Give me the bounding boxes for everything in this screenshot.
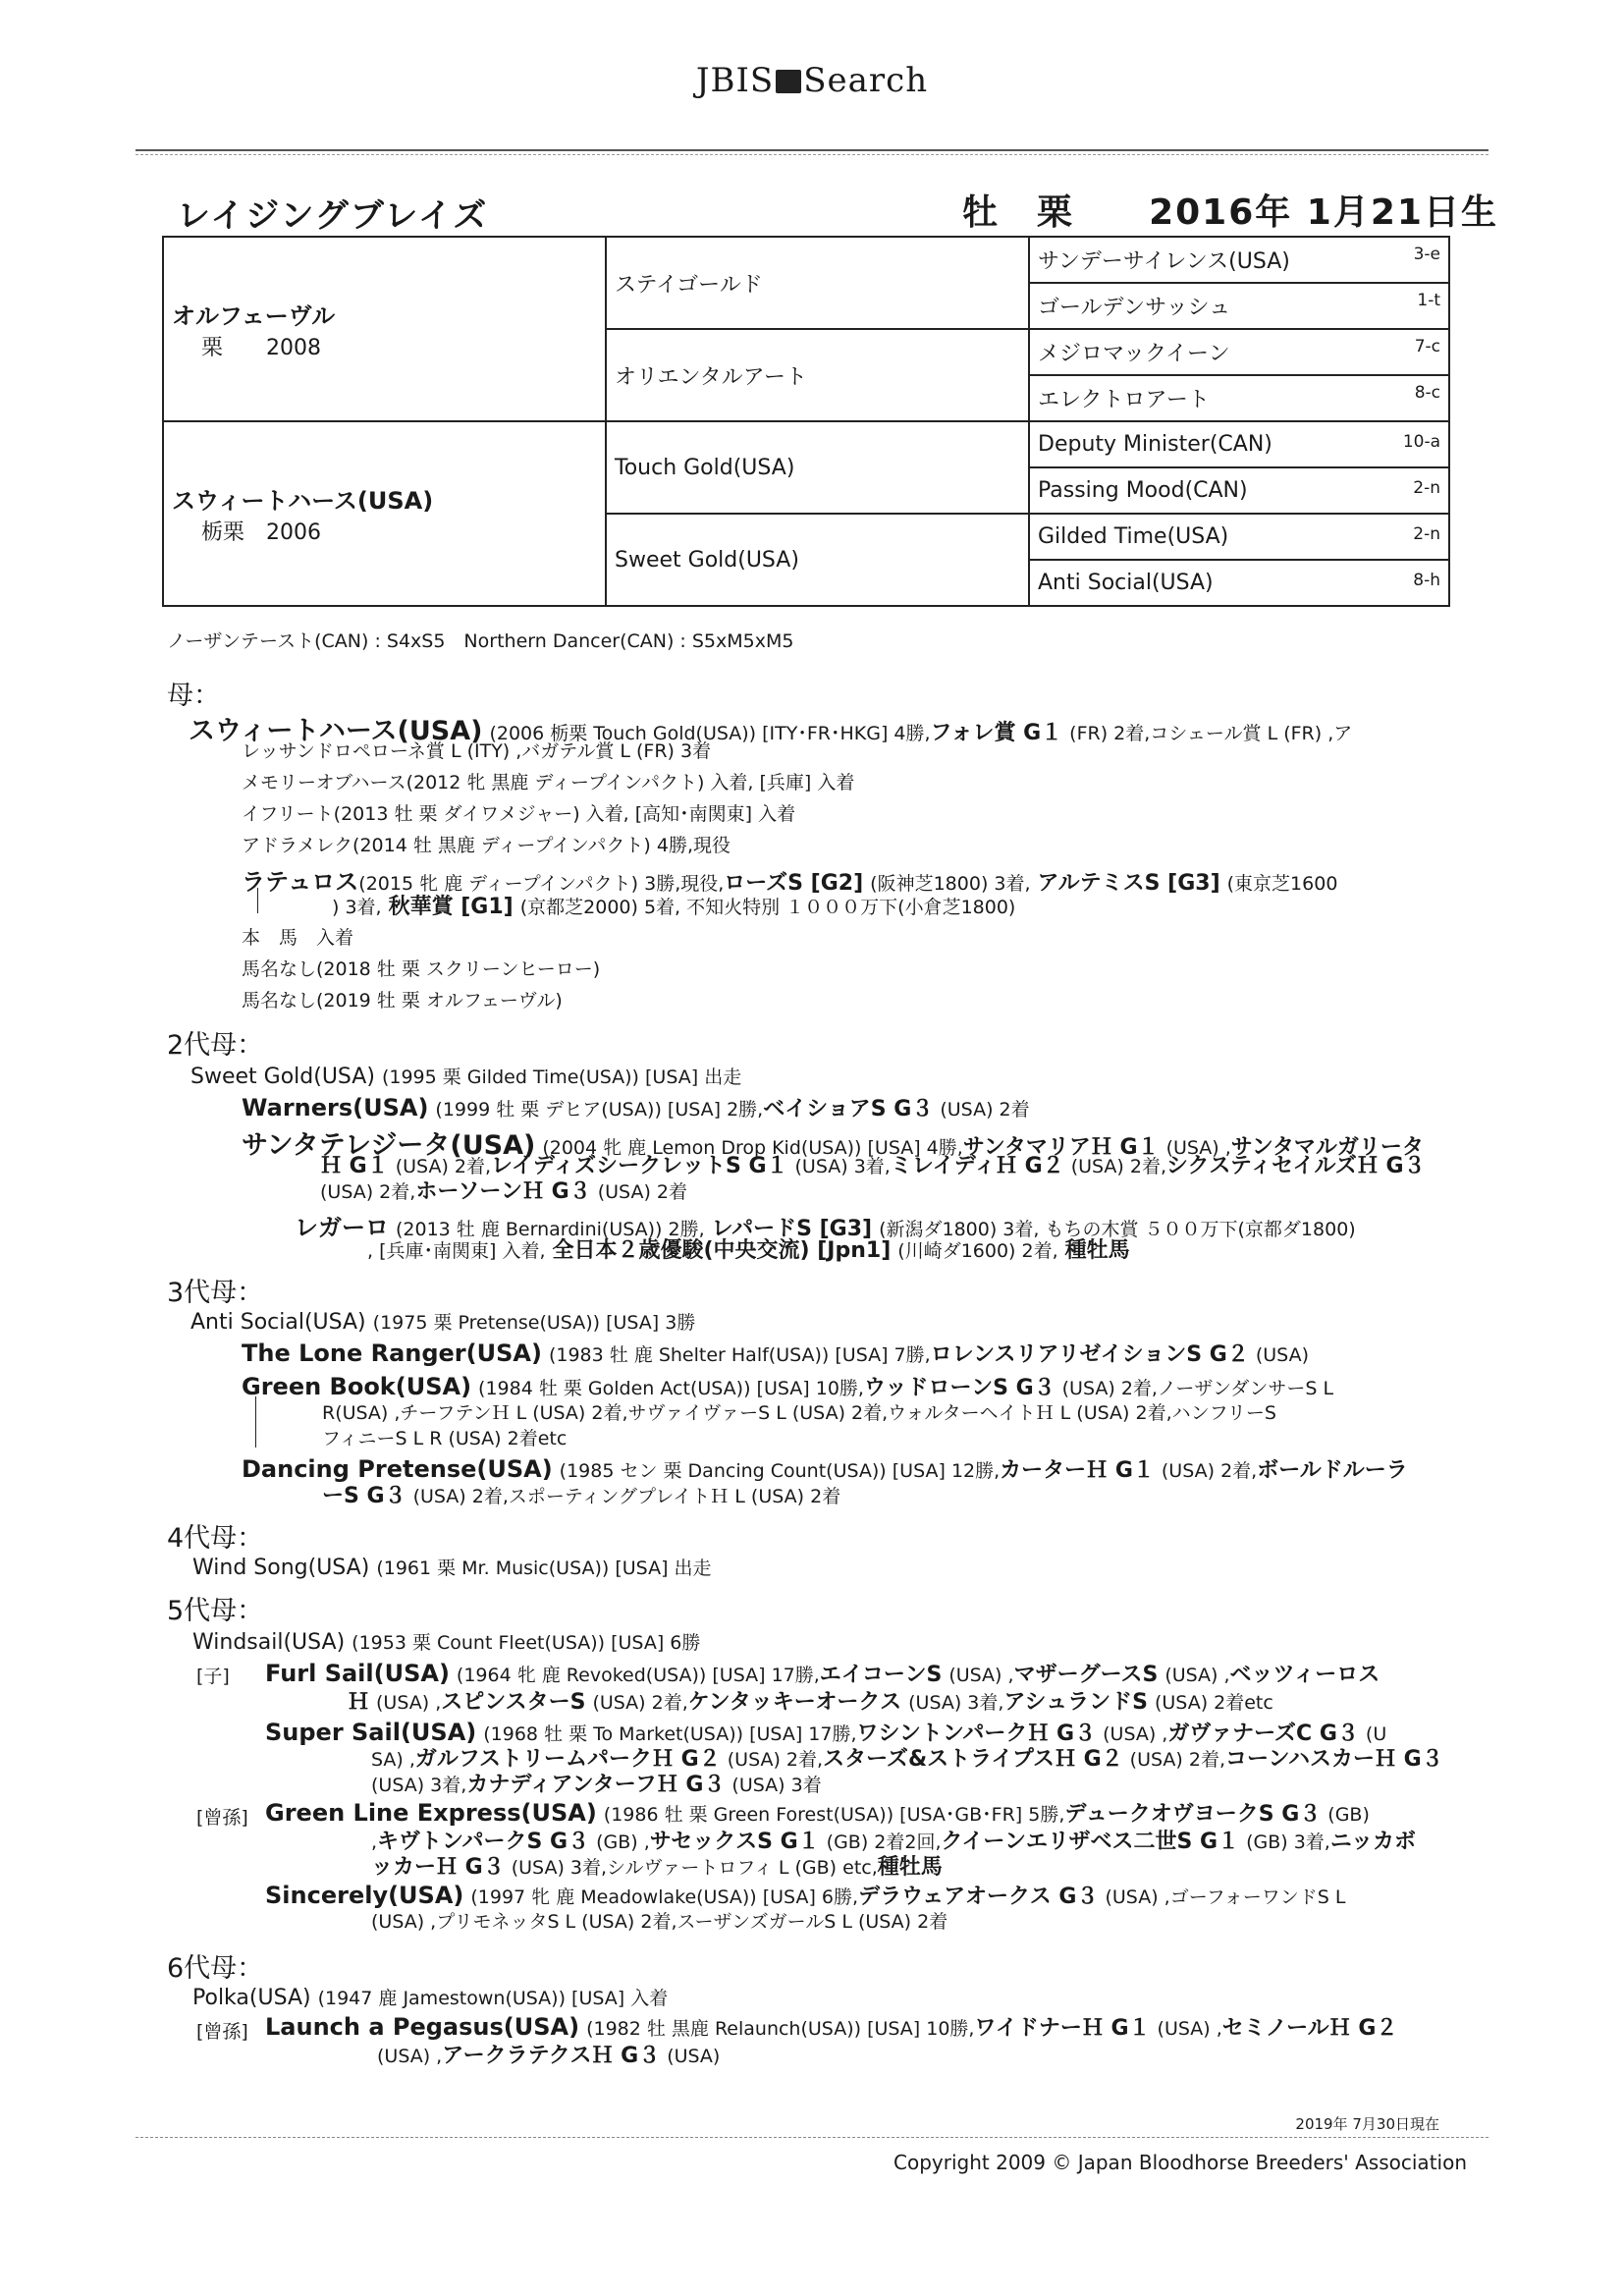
g3-main: Anti Social(USA) (1975 栗 Pretense(USA)) [USA] 3勝 (190, 1310, 696, 1335)
dam-progeny-5: 本 馬 入着 (242, 927, 354, 949)
g5-tag-child: [子] (196, 1666, 230, 1687)
section-g6: 6代母： (167, 1953, 264, 1984)
pedigree-dam-dam: Sweet Gold(USA) (606, 514, 1029, 606)
g5-progeny-3-line2: ,キヴトンパークS G３ (GB) ,サセックスS G１ (GB) 2着2回,クイーンエリザベス二世S G１ (GB) 3着,ニッカボ (371, 1830, 1416, 1854)
g5-main: Windsail(USA) (1953 栗 Count Fleet(USA)) [USA] 6勝 (192, 1630, 701, 1655)
g4-main: Wind Song(USA) (1961 栗 Mr. Music(USA)) [USA] 出走 (192, 1556, 712, 1580)
g3-progeny-2-line2: R(USA) ,チーフテンＨ L (USA) 2着,サヴァイヴァーS L (USA) 2着,ウォルターヘイトＨ L (USA) 2着,ハンフリーS (322, 1402, 1276, 1424)
dam-progeny-7: 馬名なし(2019 牡 栗 オルフェーヴル) (242, 990, 563, 1011)
section-g5: 5代母： (167, 1596, 264, 1626)
sire-name: オルフェーヴル (172, 302, 336, 330)
g5-progeny-3-line3: ッカーＨ G３ (USA) 3着,シルヴァートロフィ L (GB) etc,種牡馬 (371, 1855, 943, 1880)
g6-progeny-1-line2: (USA) ,アークラテクスＨ G３ (USA) (377, 2044, 721, 2068)
logo-bag-icon (776, 70, 801, 93)
pedigree-ggs-7: Gilded Time(USA) 2-n (1029, 514, 1449, 560)
g2-progeny-3: レガーロ (2013 牡 鹿 Bernardini(USA)) 2勝, レパードS [G3] (新潟ダ1800) 3着, もちの木賞 ５００万下(京都ダ1800) (295, 1214, 1356, 1241)
g3-progeny-3: Dancing Pretense(USA) (1985 セン 栗 Dancing Count(USA)) [USA] 12勝,カーターＨ G１ (USA) 2着,ボールドルーラ (242, 1455, 1408, 1483)
pedigree-table (162, 236, 1450, 607)
pedigree-sire (163, 237, 606, 421)
g2-progeny-1: Warners(USA) (1999 牡 栗 デヒア(USA)) [USA] 2勝,ベイショアS G３ (USA) 2着 (242, 1094, 1030, 1121)
g3-progeny-3-line2: ーS G３ (USA) 2着,スポーティングプレイトＨ L (USA) 2着 (322, 1484, 841, 1508)
g2-progeny-3-line2: , [兵庫･南関東] 入着, 全日本２歳優駿(中央交流) [Jpn1] (川崎ダ1600) 2着, 種牡馬 (367, 1238, 1130, 1263)
g6-tag-great-grandchild: [曾孫] (196, 2021, 248, 2043)
section-dam: 母： (167, 681, 220, 711)
dam-progeny-2: イフリート(2013 牡 栗 ダイワメジャー) 入着, [高知･南関東] 入着 (242, 803, 796, 825)
g2-main: Sweet Gold(USA) (1995 栗 Gilded Time(USA)) [USA] 出走 (190, 1065, 742, 1089)
g5-progeny-4: Sincerely(USA) (1997 牝 鹿 Meadowlake(USA)) [USA] 6勝,デラウェアオークス G３ (USA) ,ゴーフォーワンドS L (265, 1882, 1346, 1909)
dam-progeny-1: メモリーオブハース(2012 牝 黒鹿 ディープインパクト) 入着, [兵庫] 入着 (242, 772, 855, 793)
dam-name: スウィートハース(USA) (172, 487, 434, 515)
pedigree-ggs-2: ゴールデンサッシュ 1-t (1029, 283, 1449, 329)
g5-progeny-1: Furl Sail(USA) (1964 牝 鹿 Revoked(USA)) [USA] 17勝,エイコーンS (USA) ,マザーグースS (USA) ,ベッツィーロス (265, 1660, 1380, 1687)
dam-progeny-6: 馬名なし(2018 牡 栗 スクリーンヒーロー) (242, 958, 601, 980)
logo-text-left: JBIS (695, 61, 775, 100)
pedigree-ggs-1: サンデーサイレンス(USA) 3-e (1029, 237, 1449, 283)
g5-progeny-4-line2: (USA) ,プリモネッタS L (USA) 2着,スーザンズガールS L (USA) 2着 (371, 1911, 948, 1933)
g5-progeny-2: Super Sail(USA) (1968 牡 栗 To Market(USA)) [USA] 17勝,ワシントンパークＨ G３ (USA) ,ガヴァナーズC G３ (U (265, 1719, 1387, 1746)
dam-progeny-4: ラテュロス(2015 牝 鹿 ディープインパクト) 3勝,現役,ローズS [G2] (阪神芝1800) 3着, アルテミスS [G3] (東京芝1600 (242, 868, 1338, 896)
section-g3: 3代母： (167, 1278, 264, 1308)
header-rule-dashed (135, 154, 1489, 155)
as-of-date: 2019年 7月30日現在 (1295, 2115, 1439, 2133)
g5-progeny-2-line2: SA) ,ガルフストリームパークＨ G２ (USA) 2着,スターズ&ストライプスＨ G２ (USA) 2着,コーンハスカーＨ G３ (371, 1747, 1443, 1772)
g3-progeny-2: Green Book(USA) (1984 牡 栗 Golden Act(USA)) [USA] 10勝,ウッドローンS G３ (USA) 2着,ノーザンダンサーS L (242, 1373, 1334, 1400)
g3-progeny-1: The Lone Ranger(USA) (1983 牡 鹿 Shelter Half(USA)) [USA] 7勝,ロレンスリアリゼイションS G２ (USA) (242, 1339, 1309, 1367)
g5-progeny-3: Green Line Express(USA) (1986 牡 栗 Green Forest(USA)) [USA･GB･FR] 5勝,デュークオヴヨークS G３ (GB) (265, 1799, 1370, 1827)
tree-connector (255, 1396, 256, 1448)
g2-progeny-2-line2: Ｈ G１ (USA) 2着,レイディズシークレットS G１ (USA) 3着,ミレイディＨ G２ (USA) 2着,シクスティセイルズＨ G３ (320, 1154, 1426, 1178)
g3-progeny-2-line3: フィニーS L R (USA) 2着etc (322, 1428, 568, 1449)
pedigree-ggs-3: メジロマックイーン 7-c (1029, 329, 1449, 375)
dam-progeny-4-line2: ) 3着, 秋華賞 [G1] (京都芝2000) 5着, 不知火特別 １０００万下(小倉芝1800) (332, 895, 1016, 919)
pedigree-sire-sire: ステイゴールド (606, 237, 1029, 329)
g5-progeny-1-line2: Ｈ (USA) ,スピンスターS (USA) 2着,ケンタッキーオークス (USA) 3着,アシュランドS (USA) 2着etc (348, 1690, 1273, 1715)
horse-birth: 2016年 1月21日生 (1149, 192, 1498, 233)
section-g2: 2代母： (167, 1030, 264, 1061)
g2-progeny-2-line3: (USA) 2着,ホーソーンＨ G３ (USA) 2着 (320, 1179, 687, 1204)
horse-sex: 牡 (962, 192, 1001, 233)
g6-progeny-1: Launch a Pegasus(USA) (1982 牡 黒鹿 Relaunch(USA)) [USA] 10勝,ワイドナーＨ G１ (USA) ,セミノールＨ G２ (265, 2013, 1398, 2041)
pedigree-ggs-5: Deputy Minister(CAN) 10-a (1029, 421, 1449, 467)
dam-info: 栃栗 2006 (201, 520, 322, 545)
pedigree-ggs-8: Anti Social(USA) 8-h (1029, 560, 1449, 606)
tree-connector (257, 888, 258, 913)
pedigree-dam (163, 421, 606, 606)
sire-info: 栗 2008 (201, 336, 322, 360)
g5-tag-great-grandchild: [曾孫] (196, 1807, 248, 1829)
pedigree-ggs-6: Passing Mood(CAN) 2-n (1029, 467, 1449, 514)
dam-main-line: スウィートハース(USA) (2006 栃栗 Touch Gold(USA)) [ITY･FR･HKG] 4勝,フォレ賞 G１ (FR) 2着,コシェール賞 L (FR) ,ア (189, 716, 1353, 746)
inbreeding-note: ノーザンテースト(CAN) : S4xS5 Northern Dancer(CAN) : S5xM5xM5 (167, 630, 794, 652)
horse-profile (962, 185, 1498, 235)
pedigree-dam-sire: Touch Gold(USA) (606, 421, 1029, 514)
copyright: Copyright 2009 © Japan Bloodhorse Breeders' Association (893, 2151, 1467, 2174)
g2-progeny-2: サンタテレジータ(USA) (2004 牝 鹿 Lemon Drop Kid(USA)) [USA] 4勝,サンタマリアＨ G１ (USA) ,サンタマルガリータ (242, 1130, 1424, 1161)
pedigree-ggs-4: エレクトロアート 8-c (1029, 375, 1449, 421)
logo-text-right: Search (803, 61, 929, 100)
horse-color: 栗 (1037, 192, 1075, 233)
footer-rule (135, 2137, 1489, 2138)
horse-name: レイジングブレイズ (177, 196, 489, 236)
pedigree-sire-dam: オリエンタルアート (606, 329, 1029, 421)
dam-main-line2: レッサンドロペローネ賞 L (ITY) ,バガテル賞 L (FR) 3着 (242, 740, 712, 762)
g5-progeny-2-line3: (USA) 3着,カナディアンターフＨ G３ (USA) 3着 (371, 1773, 822, 1797)
dam-progeny-3: アドラメレク(2014 牡 黒鹿 ディープインパクト) 4勝,現役 (242, 835, 731, 856)
section-g4: 4代母： (167, 1523, 264, 1554)
header-rule (135, 149, 1489, 151)
g6-main: Polka(USA) (1947 鹿 Jamestown(USA)) [USA] 入着 (192, 1986, 669, 2010)
jbis-search-logo (0, 61, 1624, 100)
